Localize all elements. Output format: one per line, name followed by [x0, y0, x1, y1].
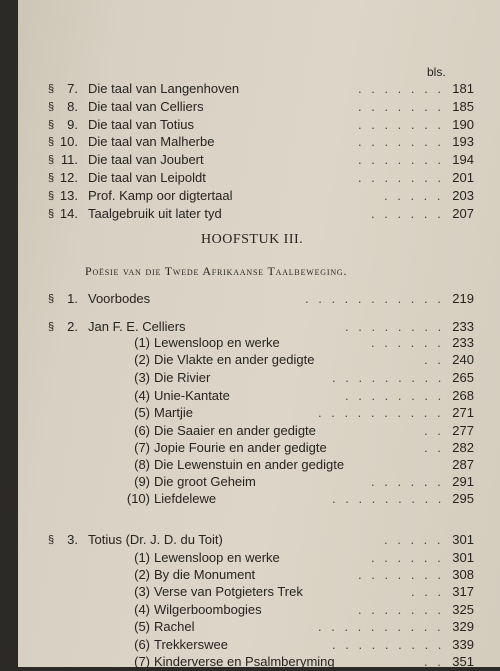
toc-entry — [18, 404, 474, 422]
section-sign: § — [48, 172, 55, 184]
page-number: 240 — [452, 352, 474, 367]
entry-number: (8) — [134, 457, 150, 472]
leader-dots: . . . . . . . — [358, 602, 444, 617]
entry-number: (6) — [134, 423, 150, 438]
toc-entry — [18, 290, 474, 308]
toc-entry — [18, 473, 474, 491]
entry-title: Rachel — [154, 619, 195, 634]
toc-entry — [18, 653, 474, 671]
entry-title: Liefdelewe — [154, 491, 217, 506]
entry-title: Wilgerboombogies — [154, 602, 262, 617]
toc-entry — [18, 549, 474, 567]
page-number: 268 — [452, 388, 474, 403]
toc-entry — [18, 205, 474, 223]
toc-entry — [18, 601, 474, 619]
page-number: 295 — [452, 491, 474, 506]
entry-title: Jan F. E. Celliers — [88, 319, 186, 334]
leader-dots: . . . . . . . . . . — [318, 405, 444, 420]
leader-dots: . . . . . . . — [358, 170, 444, 185]
leader-dots: . . . . . . . . — [345, 319, 445, 334]
leader-dots: . . . . . . . . — [345, 388, 445, 403]
leader-dots: . . . . . . . . . . — [318, 619, 444, 634]
entry-number: (2) — [134, 352, 150, 367]
entry-title: Jopie Fourie en ander gedigte — [154, 440, 327, 455]
page-number: 233 — [452, 319, 474, 334]
entry-title: Trekkerswee — [154, 637, 228, 652]
leader-dots: . . . . . . — [371, 205, 444, 221]
toc-entry — [18, 133, 474, 151]
section-sign: § — [48, 100, 55, 113]
page-number: 287 — [452, 457, 474, 472]
leader-dots: . . . . . . . — [358, 81, 444, 96]
page-number: 185 — [452, 98, 474, 114]
entry-number: (3) — [134, 584, 150, 599]
leader-dots: . . . . . . . . . . . — [305, 291, 444, 306]
page-number: 329 — [452, 619, 474, 634]
entry-title: Lewensloop en werke — [154, 550, 280, 565]
entry-number: (7) — [134, 440, 150, 455]
toc-entry — [18, 583, 474, 601]
entry-number: 7. — [67, 81, 78, 96]
entry-number: 2. — [67, 319, 78, 334]
page-number: 219 — [452, 291, 474, 306]
entry-number: 13. — [59, 187, 78, 203]
toc-entry — [18, 422, 474, 440]
page-number: 351 — [452, 654, 474, 669]
leader-dots: . . . . . . . . . — [332, 491, 445, 506]
page-number: 291 — [452, 474, 474, 489]
entry-title: Voorbodes — [88, 291, 151, 306]
entry-number: (7) — [134, 654, 150, 669]
leader-dots: . . — [424, 440, 444, 455]
page-number: 201 — [452, 170, 474, 185]
page-number: 282 — [452, 440, 474, 455]
page-number: 317 — [452, 584, 474, 599]
entry-number: (1) — [134, 335, 150, 350]
section-sign: § — [48, 154, 55, 167]
leader-dots: . . . — [411, 584, 445, 599]
entry-number: (5) — [134, 405, 150, 420]
page-number: 190 — [452, 116, 474, 132]
page-number: 308 — [452, 567, 474, 582]
toc-entry — [18, 351, 474, 369]
page-number: 194 — [452, 152, 474, 168]
entry-number: 10. — [59, 134, 78, 150]
entry-number: 1. — [67, 291, 78, 306]
entry-number: (1) — [134, 550, 150, 565]
leader-dots: . . . . . . . — [358, 98, 444, 114]
leader-dots: . . . . . . . . . — [332, 370, 445, 385]
page-number: 265 — [452, 370, 474, 385]
entry-number: 8. — [67, 98, 78, 114]
entry-title: Die Saaier en ander gedigte — [154, 423, 316, 438]
toc-entry — [18, 116, 474, 134]
page-number: 325 — [452, 602, 474, 617]
entry-title: Die taal van Langenhoven — [88, 81, 240, 96]
entry-title: Die taal van Joubert — [88, 152, 204, 168]
entry-number: (4) — [134, 602, 150, 617]
page-number: 339 — [452, 637, 474, 652]
section-sign: § — [48, 534, 55, 546]
section-sign: § — [48, 83, 55, 95]
page-column-label: bls. — [427, 65, 446, 79]
leader-dots: . . . . . . . — [358, 116, 444, 132]
page-number: 271 — [452, 405, 474, 420]
leader-dots: . . — [424, 352, 444, 367]
chapter-subtitle: Poësie van die Twede Afrikaanse Taalbeweging. — [85, 264, 348, 278]
leader-dots: . . . . . . . . . — [332, 637, 445, 652]
page-number: 207 — [452, 205, 474, 221]
entry-title: Lewensloop en werke — [154, 335, 280, 350]
leader-dots: . . . . . . . — [358, 567, 444, 582]
leader-dots: . . . . . . — [371, 335, 444, 350]
toc-entry — [18, 369, 474, 387]
entry-title: Prof. Kamp oor digtertaal — [88, 187, 233, 203]
book-page — [18, 0, 500, 667]
entry-title: Kinderverse en Psalmberyming — [154, 654, 335, 669]
leader-dots: . . . . . — [384, 187, 444, 203]
leader-dots: . . — [424, 423, 444, 438]
entry-number: (3) — [134, 370, 150, 385]
toc-entry — [18, 151, 474, 169]
entry-title: Die Vlakte en ander gedigte — [154, 352, 315, 367]
leader-dots: . . . . . . — [371, 550, 444, 565]
entry-title: Die Rivier — [154, 370, 211, 385]
entry-number: 3. — [67, 532, 78, 547]
page-number: 233 — [452, 335, 474, 350]
leader-dots: . . . . . . . — [358, 152, 444, 168]
entry-title: Totius (Dr. J. D. du Toit) — [88, 532, 223, 547]
section-sign: § — [48, 118, 55, 131]
entry-title: Die groot Geheim — [154, 474, 256, 489]
section-sign: § — [48, 207, 55, 220]
page-number: 181 — [452, 81, 474, 96]
toc-entry — [18, 456, 474, 474]
entry-number: 14. — [59, 205, 78, 221]
entry-number: (6) — [134, 637, 150, 652]
toc-entry — [18, 566, 474, 584]
toc-entry — [18, 439, 474, 457]
toc-entry — [18, 334, 474, 352]
toc-entry — [18, 490, 474, 508]
page-number: 193 — [452, 134, 474, 150]
entry-title: Die taal van Celliers — [88, 98, 204, 114]
toc-entry — [18, 531, 474, 549]
section-sign: § — [48, 136, 55, 149]
toc-entry — [18, 636, 474, 654]
entry-title: By die Monument — [154, 567, 256, 582]
leader-dots: . . . . . . . — [358, 134, 444, 150]
entry-title: Taalgebruik uit later tyd — [88, 205, 222, 221]
section-sign: § — [48, 293, 55, 305]
section-sign: § — [48, 189, 55, 202]
toc-entry — [18, 618, 474, 636]
leader-dots: . . . . . . — [371, 474, 444, 489]
page-number: 277 — [452, 423, 474, 438]
toc-entry — [18, 80, 474, 98]
entry-number: (4) — [134, 388, 150, 403]
page-number: 203 — [452, 187, 474, 203]
toc-entry — [18, 169, 474, 187]
toc-entry — [18, 387, 474, 405]
entry-number: (2) — [134, 567, 150, 582]
entry-number: 11. — [60, 152, 78, 168]
toc-entry — [18, 187, 474, 205]
toc-entry — [18, 98, 474, 116]
leader-dots: . . . . . — [384, 532, 444, 547]
entry-number: 9. — [67, 116, 78, 132]
entry-number: (10) — [126, 491, 150, 506]
entry-title: Die taal van Malherbe — [88, 134, 215, 150]
section-sign: § — [48, 321, 55, 333]
entry-title: Verse van Potgieters Trek — [154, 584, 303, 599]
page-number: 301 — [452, 550, 474, 565]
entry-title: Martjie — [154, 405, 194, 420]
entry-title: Die Lewenstuin en ander gedigte — [154, 457, 345, 472]
leader-dots: . . — [424, 654, 444, 669]
entry-number: (9) — [134, 474, 150, 489]
entry-title: Die taal van Totius — [88, 116, 194, 132]
chapter-heading: HOOFSTUK III. — [201, 232, 304, 247]
entry-title: Die taal van Leipoldt — [88, 170, 206, 185]
entry-number: (5) — [134, 619, 150, 634]
page-number: 301 — [452, 532, 474, 547]
entry-number: 12. — [59, 170, 78, 185]
entry-title: Unie-Kantate — [154, 388, 230, 403]
